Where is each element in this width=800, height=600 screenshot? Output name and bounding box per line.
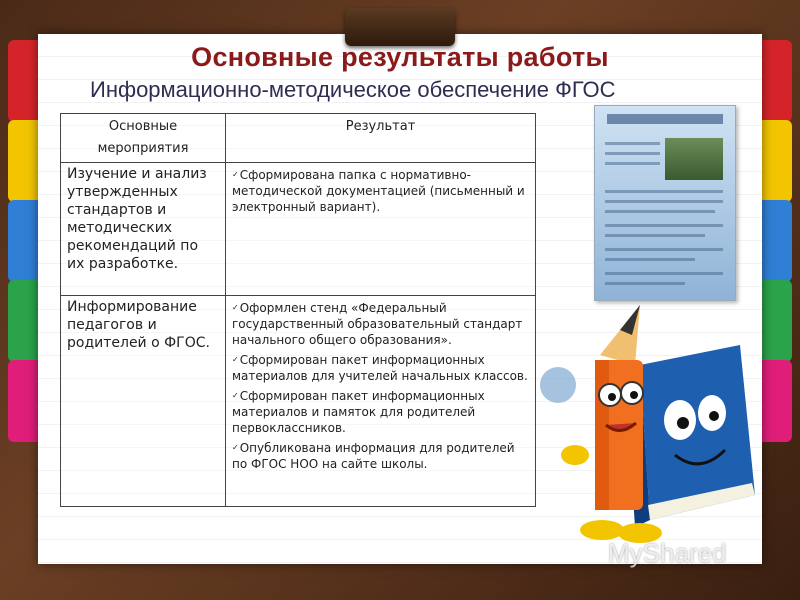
result-text: Сформирован пакет информационных материалов и памяток для родителей первоклассников. bbox=[232, 389, 485, 435]
checkmark-icon: ✓ bbox=[232, 303, 239, 312]
leaflet-line bbox=[605, 210, 715, 213]
leaflet-line bbox=[605, 248, 723, 251]
results-table bbox=[60, 113, 536, 507]
leaflet-image bbox=[594, 105, 736, 301]
result-item bbox=[232, 440, 529, 472]
checkmark-icon: ✓ bbox=[232, 391, 239, 400]
result-cell bbox=[226, 163, 536, 296]
leaflet-line bbox=[605, 272, 723, 275]
result-item bbox=[232, 300, 529, 348]
checkmark-icon: ✓ bbox=[232, 443, 239, 452]
result-item bbox=[232, 352, 529, 384]
leaflet-line bbox=[605, 152, 660, 155]
pencil-book-mascot bbox=[540, 305, 765, 550]
globe-shape bbox=[540, 367, 576, 403]
leaflet-line bbox=[605, 224, 723, 227]
leaflet-line bbox=[605, 142, 660, 145]
event-cell: Изучение и анализ утвержденных стандартов и методических рекомендаций по их разработке. bbox=[61, 163, 226, 296]
leaflet-line bbox=[605, 282, 685, 285]
result-text: Оформлен стенд «Федеральный государственный образовательный стандарт начального общего образования». bbox=[232, 301, 523, 347]
result-item bbox=[232, 167, 529, 215]
table-header-row bbox=[61, 114, 536, 163]
leaflet-line bbox=[605, 200, 723, 203]
header-events: Основные мероприятия bbox=[61, 114, 226, 163]
checkmark-icon: ✓ bbox=[232, 170, 239, 179]
leaflet-line bbox=[605, 258, 695, 261]
result-text: Сформирован пакет информационных материалов для учителей начальных классов. bbox=[232, 353, 528, 383]
result-item bbox=[232, 388, 529, 436]
page-subtitle: Информационно-методическое обеспечение ФГОС bbox=[90, 77, 616, 102]
page-title: Основные результаты работы bbox=[191, 42, 609, 72]
result-text: Сформирована папка с нормативно-методической документацией (письменный и электронный вариант). bbox=[232, 168, 525, 214]
checkmark-icon: ✓ bbox=[232, 355, 239, 364]
table-row bbox=[61, 163, 536, 296]
leaflet-line bbox=[605, 190, 723, 193]
table-row bbox=[61, 296, 536, 507]
result-text: Опубликована информация для родителей по ФГОС НОО на сайте школы. bbox=[232, 441, 515, 471]
leaflet-photo bbox=[665, 138, 723, 180]
leaflet-line bbox=[605, 234, 705, 237]
binder-clip bbox=[345, 8, 455, 46]
book-character bbox=[625, 345, 755, 527]
leaflet-title-bar bbox=[607, 114, 723, 124]
result-cell bbox=[226, 296, 536, 507]
header-result: Результат bbox=[226, 114, 536, 163]
leaflet-line bbox=[605, 162, 660, 165]
event-cell: Информирование педагогов и родителей о ФГОС. bbox=[61, 296, 226, 507]
watermark-logo: MyShared bbox=[608, 538, 727, 568]
